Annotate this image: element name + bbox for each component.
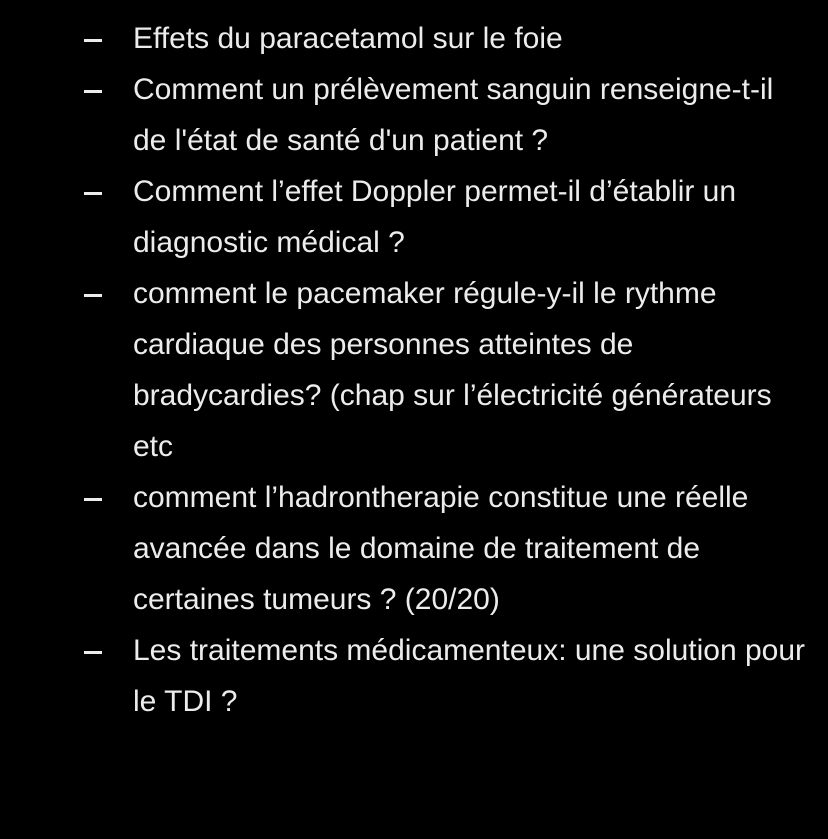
- list-item[interactable]: [0, 268, 828, 472]
- dash-bullet-icon: [84, 192, 102, 195]
- list-item[interactable]: [0, 13, 828, 64]
- list-item-text: Comment un prélèvement sanguin renseigne-t-il de l'état de santé d'un patient ?: [133, 73, 774, 157]
- dash-bullet-icon: [84, 90, 102, 93]
- dash-bullet-icon: [84, 39, 102, 42]
- list-item-text: Effets du paracetamol sur le foie: [133, 22, 563, 55]
- list-item-text: Comment l’effet Doppler permet-il d’établir un diagnostic médical ?: [133, 175, 737, 259]
- list-item[interactable]: [0, 472, 828, 625]
- list-item-text: comment l’hadrontherapie constitue une réelle avancée dans le domaine de traitement de certaines tumeurs ? (20/20): [133, 481, 749, 616]
- bullet-list: [0, 13, 828, 727]
- list-item[interactable]: [0, 64, 828, 166]
- note-content[interactable]: [0, 13, 828, 839]
- list-item-text: Les traitements médicamenteux: une solution pour le TDI ?: [133, 634, 806, 718]
- dash-bullet-icon: [84, 294, 102, 297]
- dash-bullet-icon: [84, 651, 102, 654]
- list-item-text: comment le pacemaker régule-y-il le rythme cardiaque des personnes atteintes de bradycardies? (chap sur l’électricité générateurs etc: [133, 277, 772, 463]
- dash-bullet-icon: [84, 498, 102, 501]
- list-item[interactable]: [0, 625, 828, 727]
- list-item[interactable]: [0, 166, 828, 268]
